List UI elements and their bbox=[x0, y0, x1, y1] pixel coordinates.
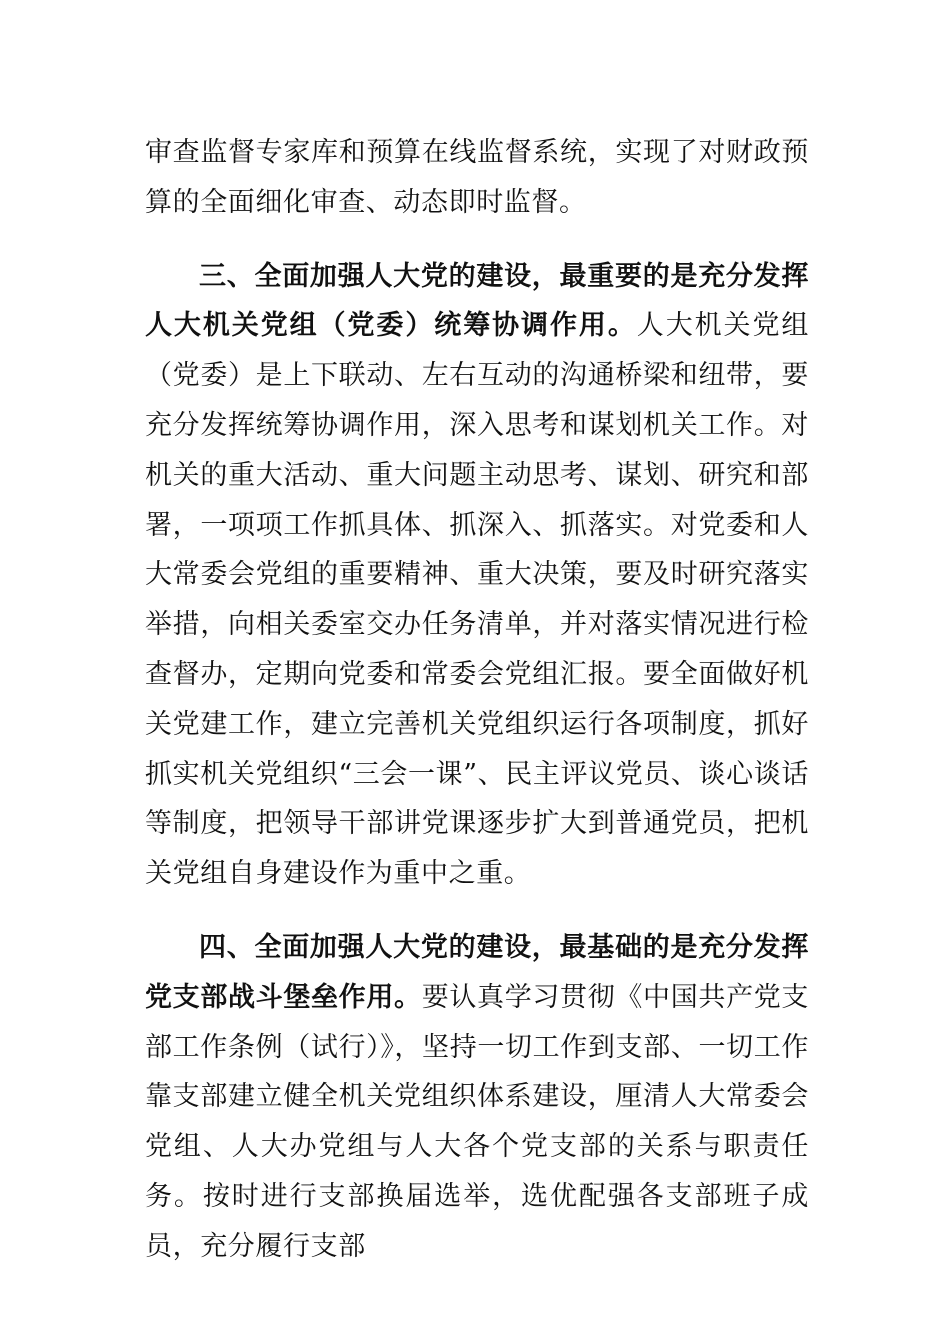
paragraph-2 bbox=[145, 252, 809, 899]
document-body bbox=[145, 128, 809, 1272]
paragraph-2-text: 人大机关党组（党委）是上下联动、左右互动的沟通桥梁和纽带，要充分发挥统筹协调作用，深入思考和谋划机关工作。对机关的重大活动、重大问题主动思考、谋划、研究和部署，一项项工作抓具体、抓深入、抓落实。对党委和人大常委会党组的重要精神、重大决策，要及时研究落实举措，向相关委室交办任务清单，并对落实情况进行检查督办，定期向党委和常委会党组汇报。要全面做好机关党建工作，建立完善机关党组织运行各项制度，抓好抓实机关党组织“三会一课”、民主评议党员、谈心谈话等制度，把领导干部讲党课逐步扩大到普通党员，把机关党组自身建设作为重中之重。 bbox=[145, 310, 809, 890]
paragraph-3-heading: 四、全面加强人大党的建设，最基础的是充分发挥党支部战斗堡垒作用。 bbox=[145, 931, 809, 1013]
paragraph-3-text: 要认真学习贯彻《中国共产党支部工作条例（试行）》，坚持一切工作到支部、一切工作靠支部建立健全机关党组织体系建设，厘清人大常委会党组、人大办党组与人大各个党支部的关系与职责任务。按时进行支部换届选举，选优配强各支部班子成员，充分履行支部 bbox=[145, 981, 810, 1262]
paragraph-1-text: 审查监督专家库和预算在线监督系统，实现了对财政预算的全面细化审查、动态即时监督。 bbox=[145, 137, 809, 218]
paragraph-1 bbox=[145, 128, 809, 228]
paragraph-2-heading: 三、全面加强人大党的建设，最重要的是充分发挥人大机关党组（党委）统筹协调作用。 bbox=[145, 260, 809, 342]
paragraph-3 bbox=[145, 923, 809, 1272]
